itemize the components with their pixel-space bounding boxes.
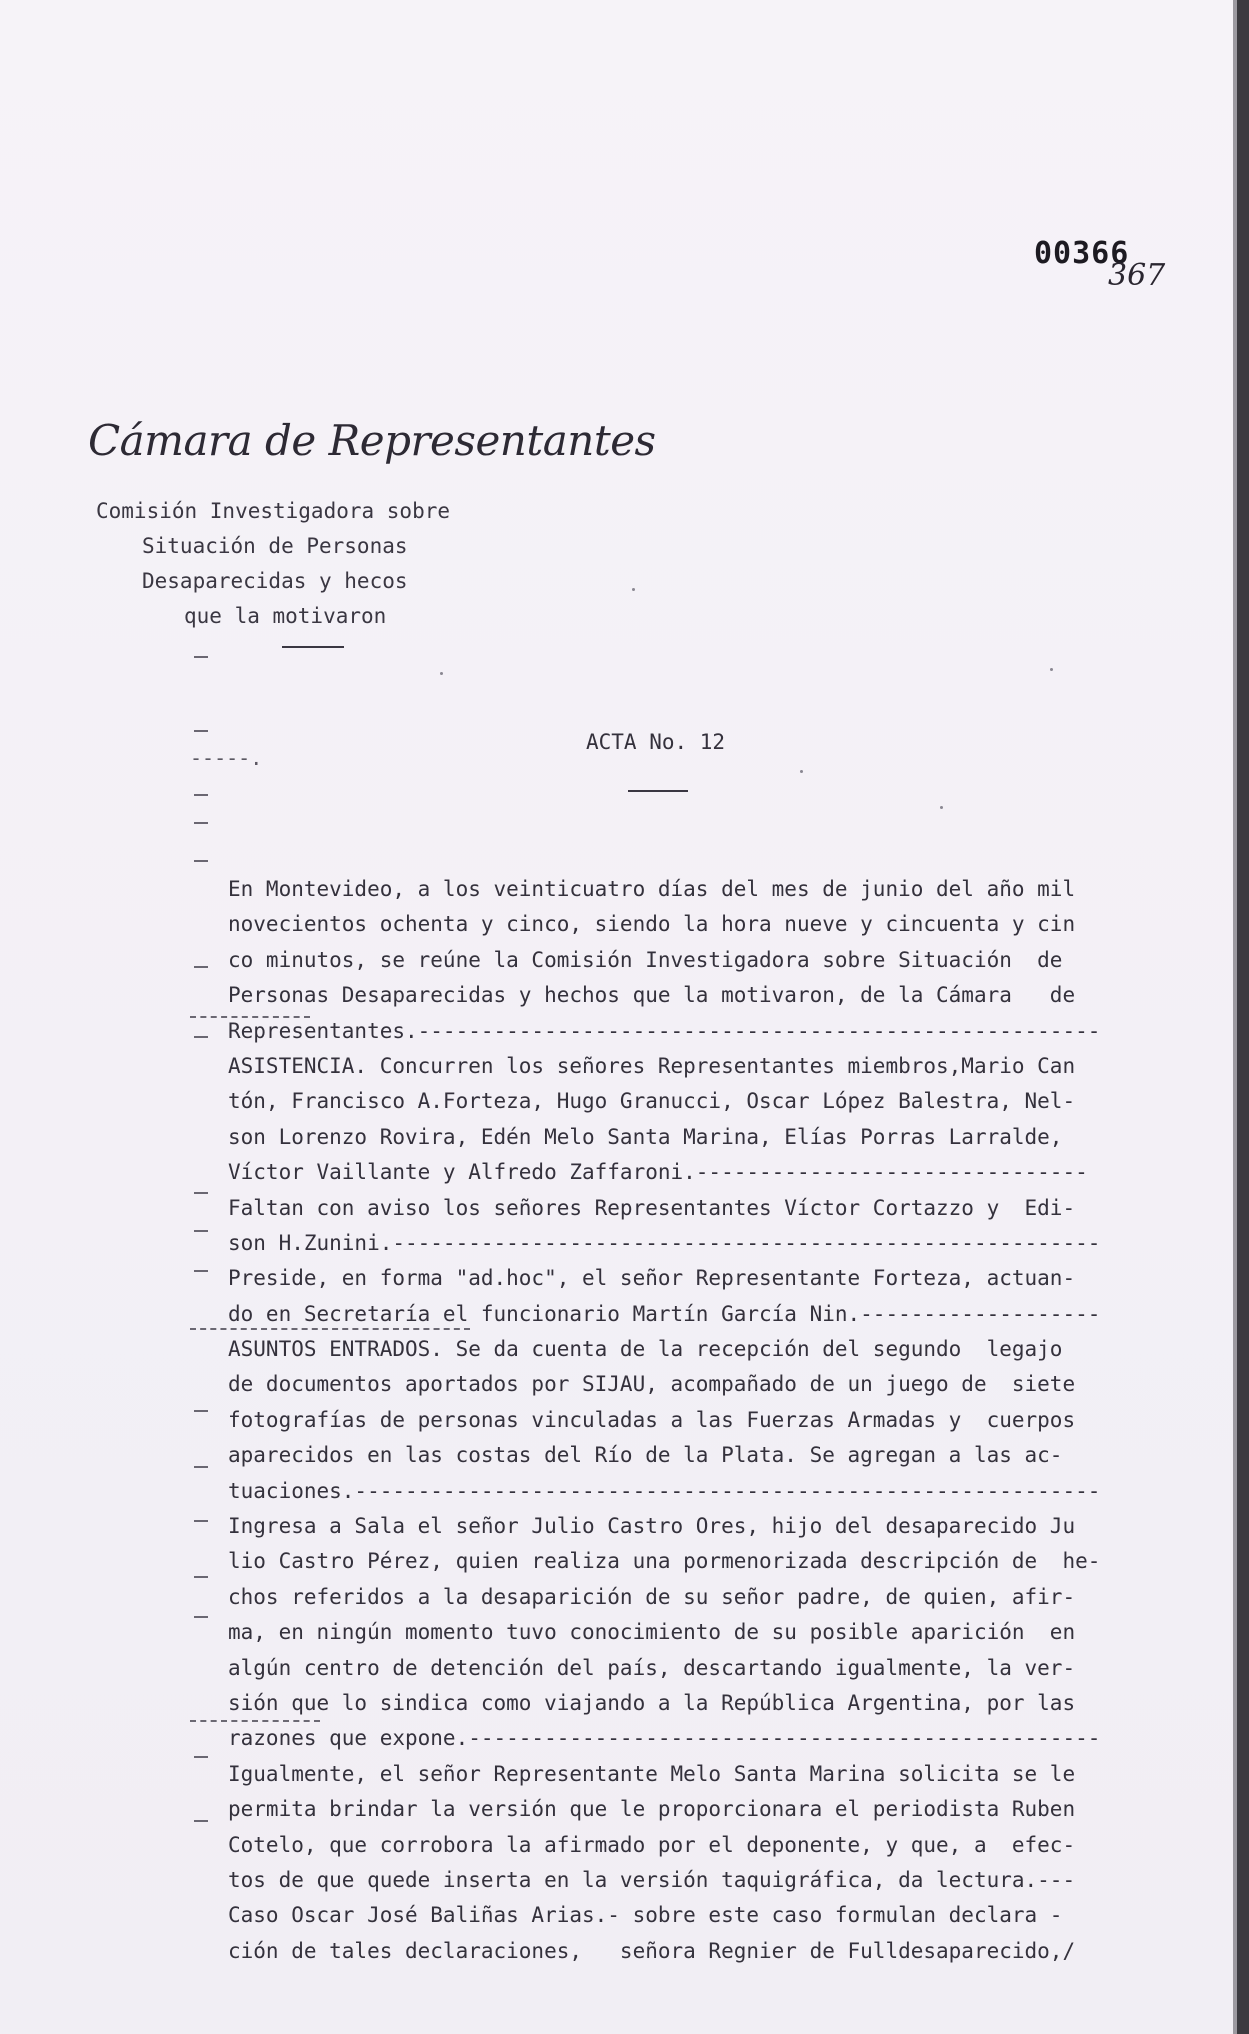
acta-rule (628, 790, 688, 792)
left-margin-dashes: -----. (190, 746, 263, 770)
commission-line: Comisión Investigadora sobre (96, 499, 451, 523)
margin-tick (194, 860, 208, 862)
margin-tick (194, 1576, 208, 1578)
margin-tick (194, 822, 208, 824)
body-line: tuaciones.----------------------------------------------------------- (228, 1478, 1101, 1503)
commission-line: Situación de Personas (142, 534, 408, 558)
margin-tick (194, 1036, 208, 1038)
body-line: Preside, en forma "ad.hoc", el señor Representante Forteza, actuan- (228, 1266, 1076, 1291)
body-line: permita brindar la versión que le proporcionara el periodista Ruben (228, 1797, 1076, 1822)
margin-tick (194, 656, 208, 658)
body-line: chos referidos a la desaparición de su señor padre, de quien, afir- (228, 1584, 1076, 1609)
body-line: Personas Desaparecidas y hechos que la motivaron, de la Cámara de (228, 983, 1076, 1008)
body-line: ASUNTOS ENTRADOS. Se da cuenta de la recepción del segundo legajo (228, 1337, 1063, 1362)
body-line: tos de que quede inserta en la versión taquigráfica, da lectura.--- (228, 1867, 1076, 1892)
body-line: algún centro de detención del país, descartando igualmente, la ver- (228, 1655, 1076, 1680)
margin-tick (194, 1192, 208, 1194)
handwritten-page-number: 367 (1108, 258, 1166, 293)
margin-tick (194, 1820, 208, 1822)
body-line: ción de tales declaraciones, señora Regnier de Fulldesaparecido,/ (228, 1938, 1076, 1963)
margin-tick (194, 1616, 208, 1618)
margin-tick (194, 1270, 208, 1272)
commission-line: que la motivaron (184, 604, 387, 628)
acta-title: ACTA No. 12 (586, 730, 726, 754)
paper-speck (940, 806, 943, 809)
letterhead-title: Cámara de Representantes (88, 416, 656, 465)
scan-edge (1237, 0, 1249, 2034)
body-line: Cotelo, que corrobora la afirmado por el deponente, y que, a efec- (228, 1832, 1076, 1857)
margin-tick (194, 1466, 208, 1468)
body-line: Faltan con aviso los señores Representantes Víctor Cortazzo y Edi- (228, 1195, 1076, 1220)
body-line: Víctor Vaillante y Alfredo Zaffaroni.------------------------------- (228, 1160, 1088, 1185)
body-line: son H.Zunini.-------------------------------------------------------- (228, 1230, 1101, 1255)
margin-tick (194, 794, 208, 796)
body-line: tón, Francisco A.Forteza, Hugo Granucci, Oscar López Balestra, Nel- (228, 1089, 1076, 1114)
heading-rule (282, 646, 344, 648)
body-line: fotografías de personas vinculadas a las Fuerzas Armadas y cuerpos (228, 1407, 1076, 1432)
stamp-number: 00366 (1034, 236, 1130, 271)
body-line: co minutos, se reúne la Comisión Investigadora sobre Situación de (228, 947, 1063, 972)
margin-tick (194, 966, 208, 968)
body-line: Ingresa a Sala el señor Julio Castro Ores, hijo del desaparecido Ju (228, 1514, 1076, 1539)
body-line: Representantes.------------------------------------------------------ (228, 1018, 1101, 1043)
margin-tick (194, 730, 208, 732)
body-line: Caso Oscar José Baliñas Arias.- sobre este caso formulan declara - (228, 1903, 1063, 1928)
paper-speck (1050, 668, 1053, 671)
body-line: aparecidos en las costas del Río de la Plata. Se agregan a las ac- (228, 1443, 1063, 1468)
margin-tick (194, 1410, 208, 1412)
margin-tick (194, 1520, 208, 1522)
margin-tick (194, 1230, 208, 1232)
margin-tick (194, 1756, 208, 1758)
body-line: de documentos aportados por SIJAU, acompañado de un juego de siete (228, 1372, 1076, 1397)
commission-heading (96, 494, 450, 634)
body-line: do en Secretaría el funcionario Martín García Nin.------------------- (228, 1301, 1101, 1326)
body-line: Igualmente, el señor Representante Melo Santa Marina solicita se le (228, 1761, 1076, 1786)
body-line: sión que lo sindica como viajando a la República Argentina, por las (228, 1690, 1076, 1715)
paper-speck (800, 770, 803, 773)
body-line: ma, en ningún momento tuvo conocimiento de su posible aparición en (228, 1620, 1076, 1645)
body-line: son Lorenzo Rovira, Edén Melo Santa Marina, Elías Porras Larralde, (228, 1124, 1063, 1149)
body-line: razones que expone.-------------------------------------------------- (228, 1726, 1101, 1751)
body-line: lio Castro Pérez, quien realiza una pormenorizada descripción de he- (228, 1549, 1101, 1574)
paper-speck (632, 588, 635, 591)
commission-line: Desaparecidas y hecos (142, 569, 408, 593)
body-line: novecientos ochenta y cinco, siendo la hora nueve y cincuenta y cin (228, 912, 1076, 937)
acta-body (228, 872, 1194, 1969)
body-line: En Montevideo, a los veinticuatro días del mes de junio del año mil (228, 877, 1076, 901)
body-line: ASISTENCIA. Concurren los señores Representantes miembros,Mario Can (228, 1053, 1076, 1078)
paper-speck (440, 672, 443, 675)
